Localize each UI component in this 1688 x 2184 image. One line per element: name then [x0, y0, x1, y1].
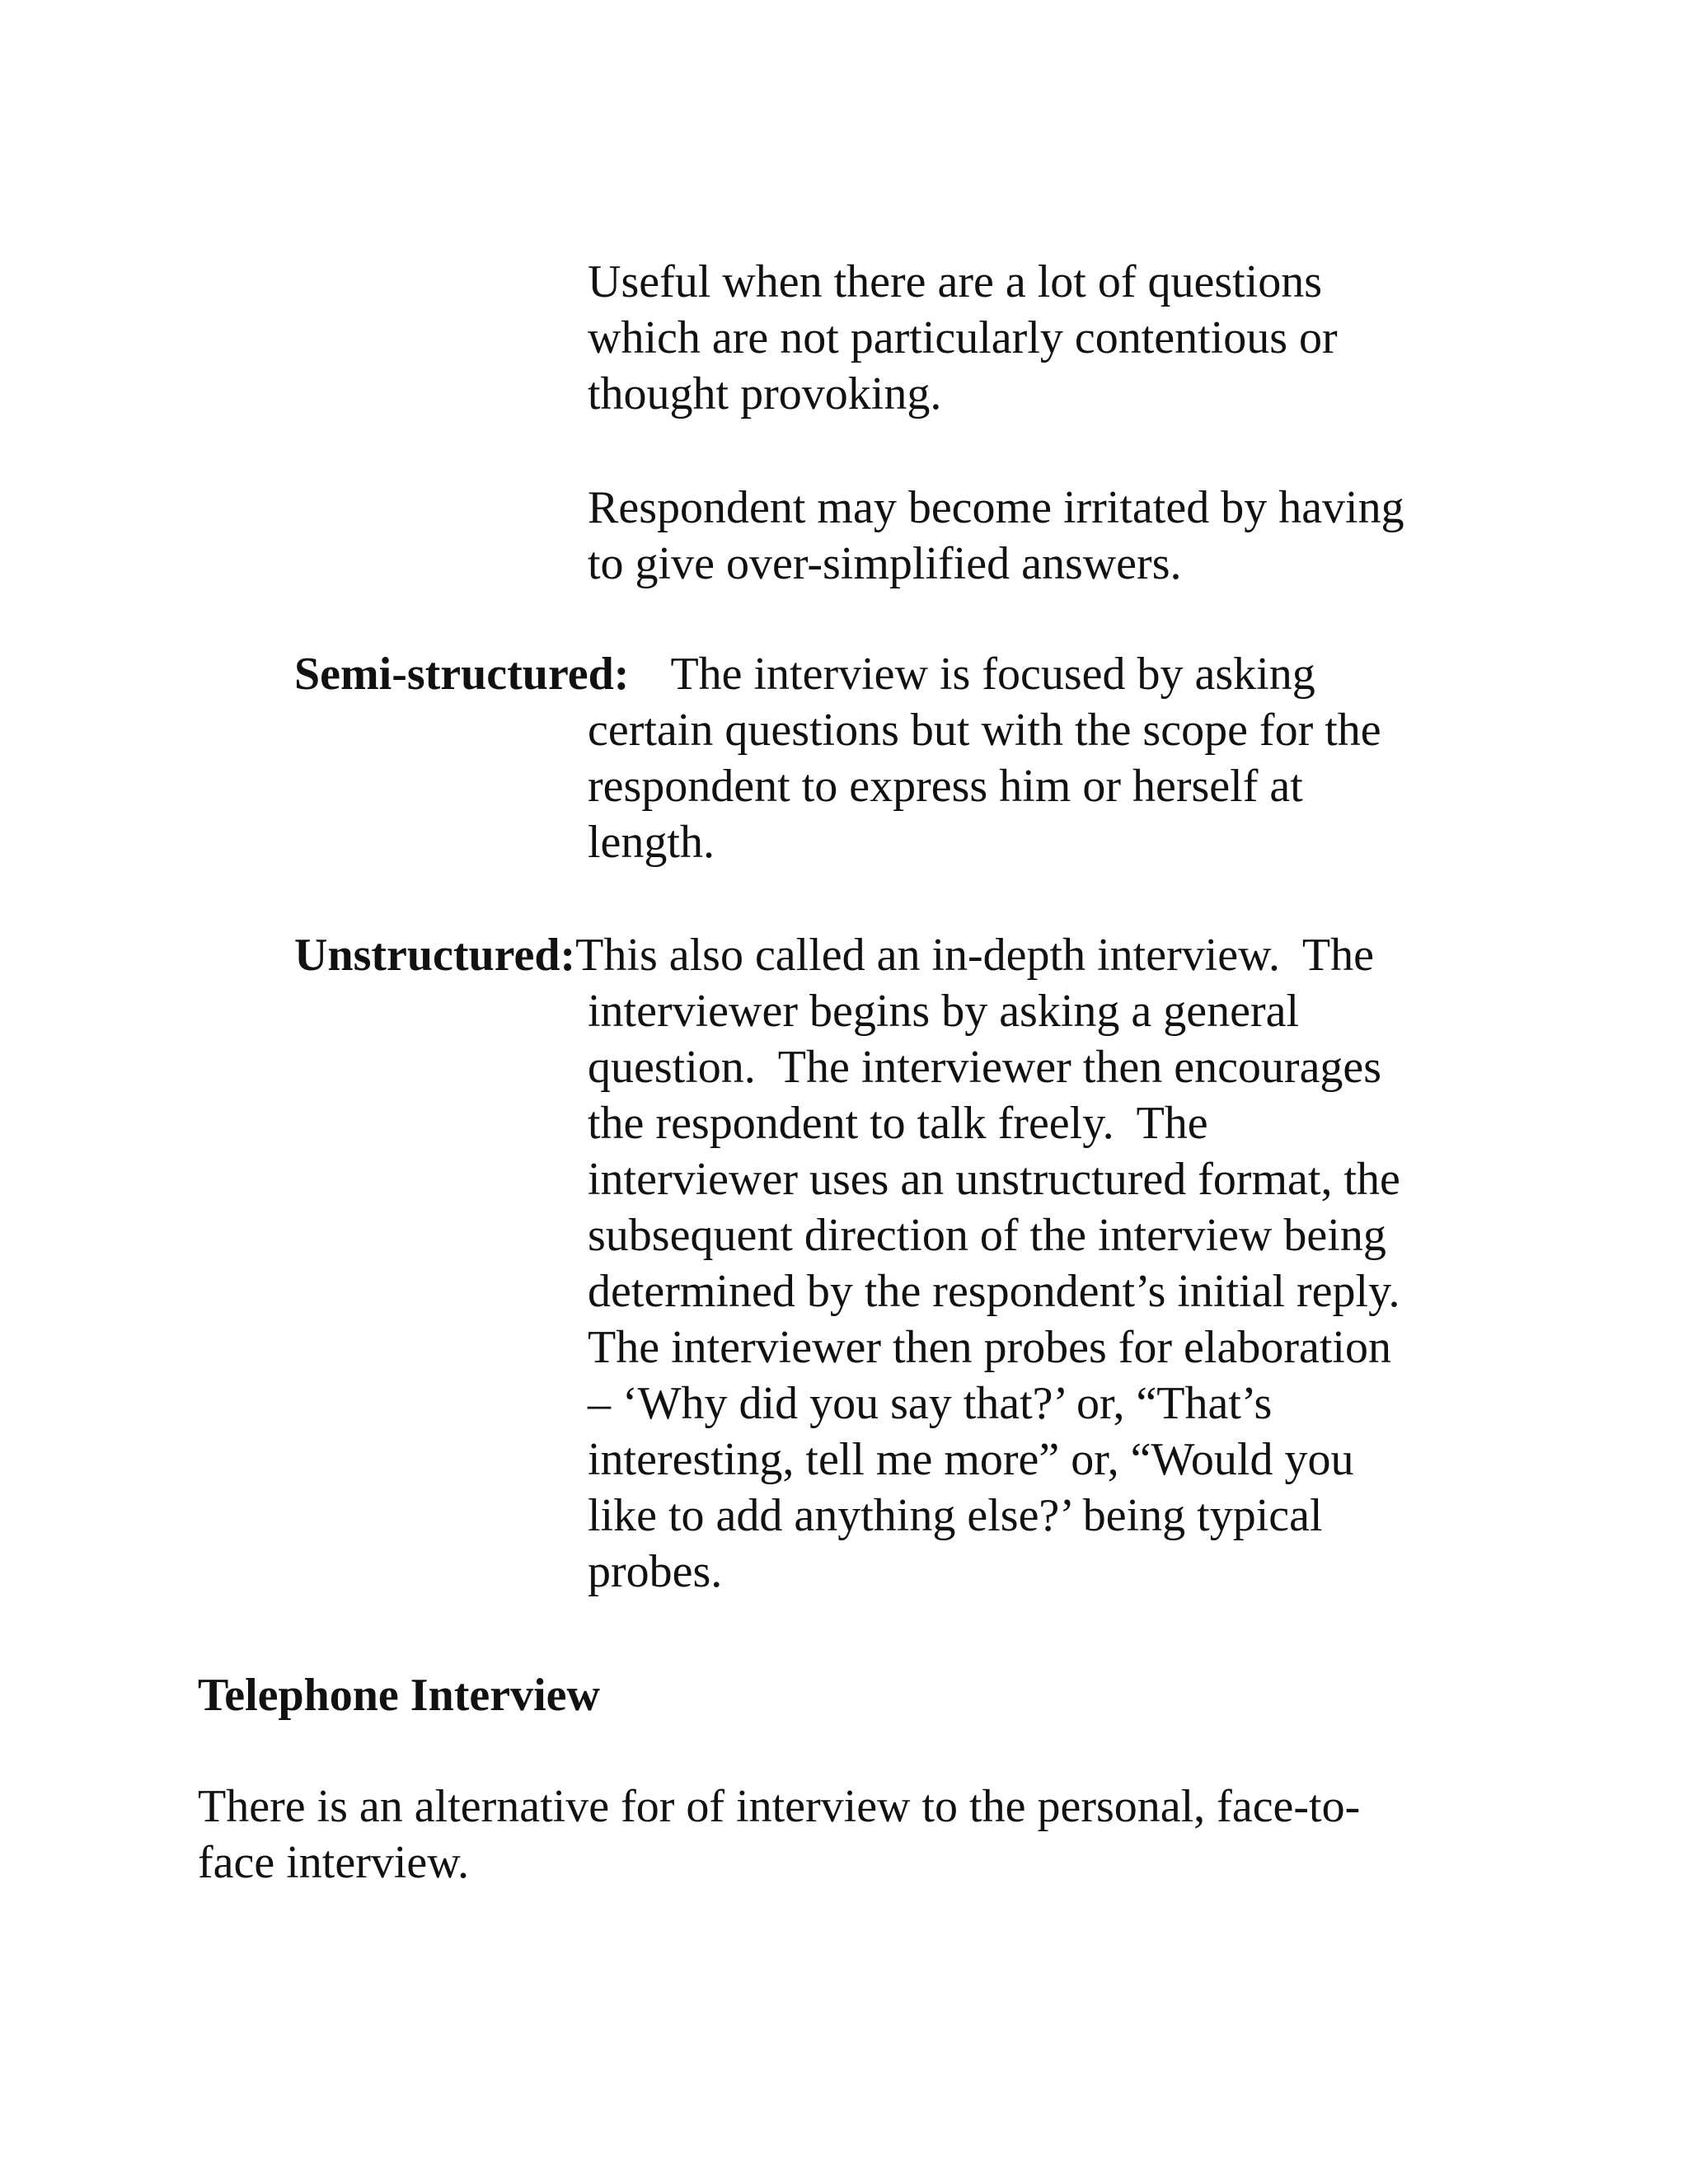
text-line: length.	[588, 817, 715, 868]
semi-structured-term: Semi-structured:	[294, 649, 630, 700]
telephone-interview-paragraph	[198, 1779, 1360, 1891]
structured-note-paragraph-1	[588, 254, 1338, 422]
text-line: subsequent direction of the interview being	[588, 1210, 1386, 1261]
unstructured-definition	[294, 927, 1374, 983]
text-line: question. The interviewer then encourages	[588, 1042, 1382, 1093]
text-line: certain questions but with the scope for the	[588, 705, 1381, 756]
text-line: There is an alternative for of interview to the personal, face-to-	[198, 1781, 1361, 1832]
text-line: The interviewer then probes for elaboration	[588, 1322, 1391, 1373]
text-line: determined by the respondent’s initial reply.	[588, 1266, 1400, 1317]
text-line: interesting, tell me more” or, “Would you	[588, 1434, 1354, 1485]
text-line: like to add anything else?’ being typical	[588, 1490, 1323, 1541]
text-line: probes.	[588, 1546, 723, 1597]
semi-structured-definition	[294, 646, 1315, 702]
text-line: thought provoking.	[588, 368, 942, 419]
text-line: interviewer begins by asking a general	[588, 986, 1300, 1037]
text-line: The interview is focused by asking	[670, 649, 1315, 700]
text-line: Respondent may become irritated by having	[588, 482, 1404, 533]
unstructured-term: Unstructured:	[294, 930, 576, 981]
text-line: respondent to express him or herself at	[588, 761, 1303, 812]
unstructured-continuation	[588, 983, 1400, 1600]
structured-note-paragraph-2	[588, 480, 1404, 592]
text-line: face interview.	[198, 1837, 470, 1888]
text-line: This also called an in-depth interview. The	[575, 930, 1374, 981]
section-heading-telephone-interview: Telephone Interview	[198, 1670, 600, 1721]
text-line: interviewer uses an unstructured format, the	[588, 1154, 1400, 1205]
text-line: Useful when there are a lot of questions	[588, 256, 1323, 307]
text-line: – ‘Why did you say that?’ or, “That’s	[588, 1378, 1273, 1429]
text-line: which are not particularly contentious or	[588, 312, 1338, 363]
semi-structured-continuation	[588, 702, 1381, 870]
text-line: the respondent to talk freely. The	[588, 1098, 1208, 1149]
text-line: to give over-simplified answers.	[588, 538, 1182, 589]
